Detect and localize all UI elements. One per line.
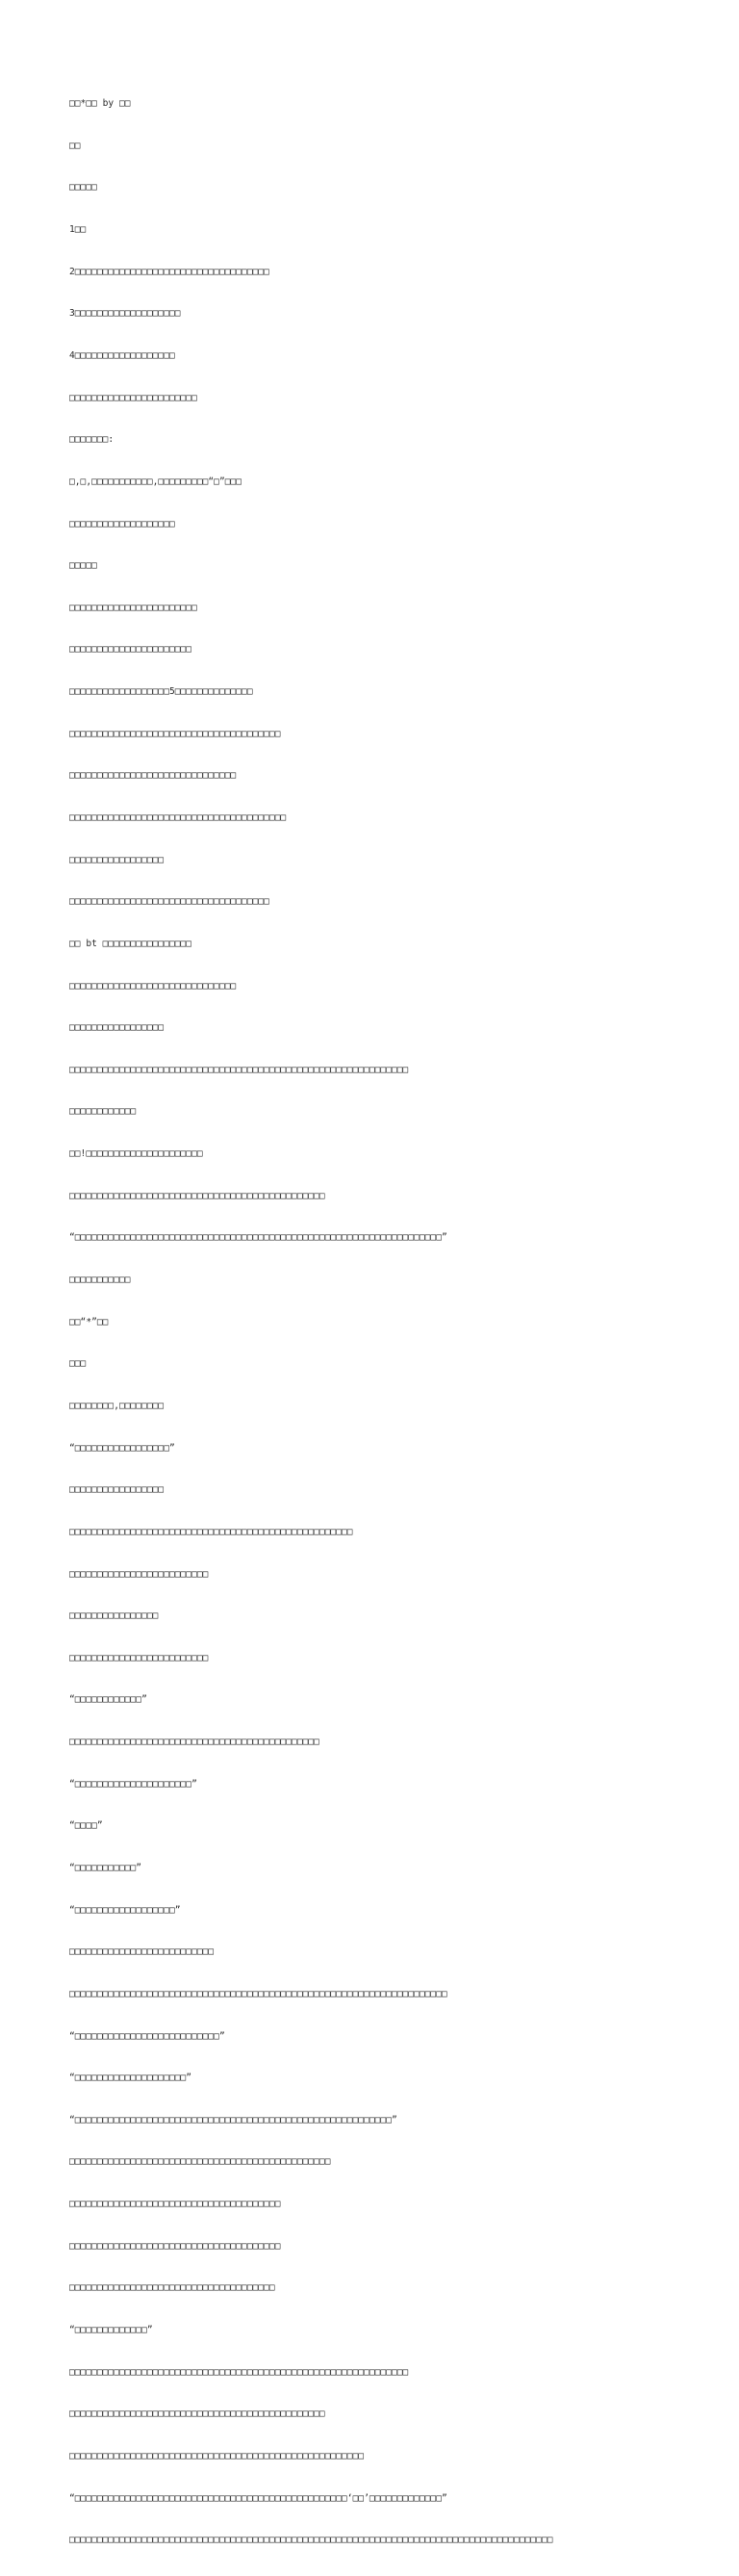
- text-line: □□ bt □□□□□□□□□□□□□□□□: [69, 938, 192, 949]
- text-line: “□□□□□□□□□□□□”: [69, 1694, 147, 1706]
- text-line: “□□□□”: [69, 1820, 103, 1832]
- text-line: □□□□□□□□□□□□□□□□□□□□□□□□□□□□□□□□□□□□□□□□□□□□□□□□□□□□□□□□□□□□□□□□□□□□□□□□□□□□□□□□□□□□□□□: [69, 2535, 553, 2546]
- text-line: □□!□□□□□□□□□□□□□□□□□□□□□: [69, 1148, 203, 1160]
- text-line: □□□□□□□□□□□□□□□□□: [69, 1484, 165, 1496]
- text-line: “□□□□□□□□□□□□□□□□□□”: [69, 1904, 181, 1916]
- text-line: □□□□□□□□□□□□□□□□□□□□□□□□□: [69, 1568, 209, 1580]
- text-line: □□□□□□□□,□□□□□□□□: [69, 1400, 165, 1411]
- text-line: □□*□□ by □□: [69, 98, 131, 110]
- text-line: 1□□: [69, 224, 87, 236]
- text-line: □□□□□□□□□□□□□□□□□□□□□□□□□□□□□□□□□□□□□□□: [69, 811, 287, 823]
- text-line: □□□□□□□□□□□□□□□□□□5□□□□□□□□□□□□□□: [69, 686, 253, 698]
- text-line: “□□□□□□□□□□□□□□□□□□□□□□□□□□□□□□□□□□□□□□□□□□□□□□□□□□□□□□□□□”: [69, 2114, 397, 2125]
- text-line: □□□: [69, 1358, 87, 1370]
- text-line: □□□□□□□□□□□□□□□□□□□□□□□: [69, 392, 197, 403]
- text-line: □□□□□□□□□□□□□□□□□: [69, 854, 165, 865]
- text-line: □□□□□□□□□□□□□□□□□□□□□□□□□□□□□□□□□□□□□□□□□□□□□□□□□□□□□□□□□□□□□□□□□□□□: [69, 1988, 447, 1999]
- text-line: □□□□□□□□□□□□□□□□□□□□□□□□□□□□□□□□□□□□□□□□□□□□□□□: [69, 2156, 331, 2168]
- text-line: 2□□□□□□□□□□□□□□□□□□□□□□□□□□□□□□□□□□□: [69, 266, 269, 277]
- text-line: □□□□□□□□□□□□□□□□□□□□□□□□□□□□□□□□□□□□: [69, 896, 269, 908]
- text-line: □,□,□□□□□□□□□□□,□□□□□□□□□“□”□□□: [69, 476, 242, 487]
- text-line: 4□□□□□□□□□□□□□□□□□□: [69, 349, 175, 361]
- text-line: □□□□□□□□□□□□□□□□□□□□□□□□□□□□□□□□□□□□□□□□□□□□□□□□□□□□□: [69, 2450, 365, 2461]
- text-line: “□□□□□□□□□□□□□□□□□□□□□□□□□□□□□□□□□□□□□□□□□□□□□□□□□□□□□□□□□□□□□□□□□□”: [69, 1232, 447, 1244]
- text-line: □□□□□□□□□□□□□□□□□□□□□□□□□□□□□□□□□□□□□□: [69, 728, 281, 739]
- text-line: □□□□□□□□□□□□□□□□□□□□□□□□□: [69, 1652, 209, 1663]
- text-line: □□□□□□□□□□□□□□□□□□□□□□□□□□□□□□□□□□□□□□□□□□□□□□□□□□□□□□□□□□□□□: [69, 2366, 409, 2378]
- text-line: “□□□□□□□□□□□□□□□□□”: [69, 1442, 175, 1454]
- text-line: □□□□□□□:: [69, 434, 115, 446]
- text-line: □□□□□□□□□□□□: [69, 1106, 137, 1118]
- text-line: □□□□□□□□□□□□□□□□□□□□□□□□□□□□□□: [69, 770, 237, 782]
- text-line: □□“*”□□: [69, 1316, 109, 1327]
- text-line: □□□□□: [69, 182, 97, 193]
- text-line: “□□□□□□□□□□□□□”: [69, 2325, 153, 2336]
- text-line: □□□□□□□□□□□□□□□□□□□□□□□□□□□□□□□□□□□□□□□□□□□□□□□□□□□□□□□□□□□□□: [69, 1064, 409, 1075]
- text-line: □□□□□□□□□□□□□□□□: [69, 1610, 159, 1622]
- text-line: □□□□□□□□□□□□□□□□□□□□□□: [69, 644, 192, 656]
- text-line: □□□□□□□□□□□□□□□□□□□□□□□□□□□□□□□□□□□□□□□□□□□□□: [69, 1737, 319, 1748]
- text-line: “□□□□□□□□□□□□□□□□□□□□□□□□□□□□□□□□□□□□□□□□□□□□□□□□□‘□□’□□□□□□□□□□□□□”: [69, 2492, 447, 2504]
- text-line: “□□□□□□□□□□□□□□□□□□□□”: [69, 2073, 192, 2084]
- text-line: □□□□□: [69, 560, 97, 572]
- text-line: □□□□□□□□□□□□□□□□□□□□□□□□□□□□□□□□□□□□□□□□□□□□□□: [69, 2409, 325, 2420]
- text-line: “□□□□□□□□□□□□□□□□□□□□□”: [69, 1778, 197, 1790]
- text-line: □□□□□□□□□□□□□□□□□□□□□□□□□□□□□□□□□□□□□□□□□□□□□□: [69, 1190, 325, 1201]
- text-line: □□□□□□□□□□□□□□□□□□□□□□□□□□: [69, 1946, 215, 1958]
- text-line: □□□□□□□□□□□□□□□□□□□□□□□□□□□□□□□□□□□□□□: [69, 2240, 281, 2252]
- text-line: “□□□□□□□□□□□□□□□□□□□□□□□□□□”: [69, 2030, 225, 2042]
- text-line: □□□□□□□□□□□: [69, 1275, 131, 1286]
- text-line: □□□□□□□□□□□□□□□□□□□□□□□□□□□□□□: [69, 980, 237, 992]
- text-line: □□□□□□□□□□□□□□□□□□□: [69, 518, 175, 529]
- text-line: 3□□□□□□□□□□□□□□□□□□□: [69, 308, 181, 320]
- text-line: □□: [69, 140, 81, 151]
- document-text: [69, 69, 704, 2576]
- text-line: □□□□□□□□□□□□□□□□□□□□□□□: [69, 602, 197, 613]
- text-line: □□□□□□□□□□□□□□□□□: [69, 1022, 165, 1034]
- text-line: □□□□□□□□□□□□□□□□□□□□□□□□□□□□□□□□□□□□□□: [69, 2199, 281, 2210]
- text-line: “□□□□□□□□□□□”: [69, 1863, 142, 1873]
- text-line: □□□□□□□□□□□□□□□□□□□□□□□□□□□□□□□□□□□□□□□□□□□□□□□□□□□: [69, 1526, 353, 1537]
- text-line: □□□□□□□□□□□□□□□□□□□□□□□□□□□□□□□□□□□□□: [69, 2282, 275, 2294]
